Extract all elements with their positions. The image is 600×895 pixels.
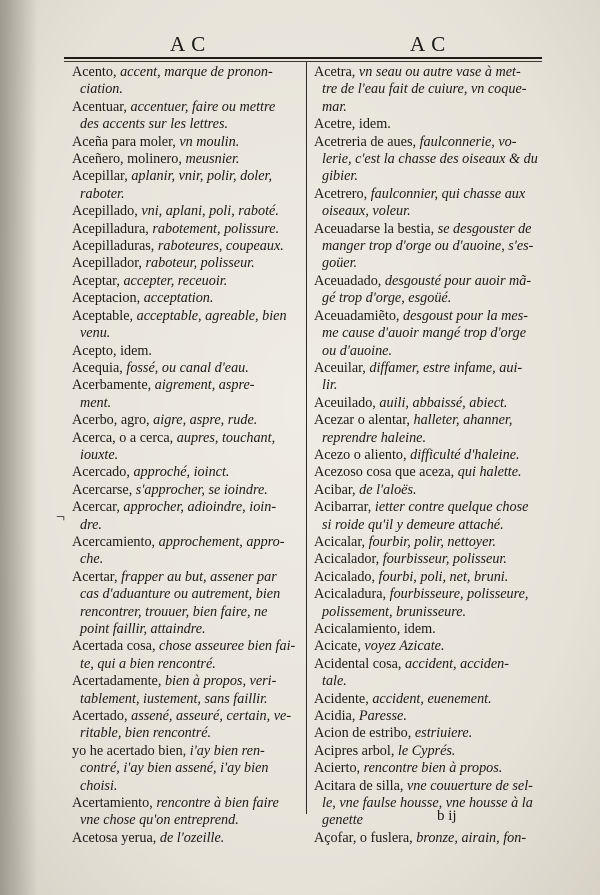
definition: ciation.	[80, 81, 123, 98]
entry-continuation	[314, 81, 546, 98]
dictionary-entry	[72, 464, 304, 481]
headword: Acidente,	[314, 690, 373, 707]
entry-continuation	[72, 621, 304, 638]
definition: difficulté d'haleine.	[410, 446, 520, 463]
entry-headline	[72, 64, 273, 80]
header-rule	[64, 57, 542, 59]
entry-headline	[314, 621, 436, 637]
entry-continuation	[314, 168, 546, 185]
dictionary-entry	[314, 691, 546, 708]
entry-headline	[314, 116, 391, 132]
definition: rencontre à bien faire	[156, 795, 279, 812]
headword: Acitara de silla,	[314, 777, 407, 794]
definition: polissement, brunisseure.	[322, 603, 467, 620]
definition: auili, abbaissé, abiect.	[379, 394, 508, 411]
headword: Acercar,	[72, 499, 124, 516]
definition: approchement, appro-	[158, 533, 285, 550]
definition: desgoust pour la mes-	[403, 307, 528, 324]
definition: Paresse.	[358, 708, 407, 725]
entry-headline	[72, 795, 279, 811]
definition: raboteures, coupeaux.	[157, 238, 284, 255]
dictionary-entry	[314, 499, 546, 534]
entry-headline	[72, 482, 268, 498]
entry-headline	[314, 551, 507, 567]
definition: fourbisseure, polisseure,	[389, 586, 529, 603]
dictionary-entry	[72, 99, 304, 134]
headword: yo he acertado bien,	[72, 742, 190, 759]
entry-continuation	[314, 795, 546, 812]
entry-headline	[314, 830, 526, 846]
definition: approché, ioinct.	[133, 464, 230, 481]
definition: halleter, ahanner,	[413, 412, 513, 429]
running-head-right: A C	[410, 32, 447, 56]
definition: vn moulin.	[179, 133, 240, 150]
entry-headline	[72, 464, 229, 480]
entry-continuation	[72, 551, 304, 568]
dictionary-entry	[72, 151, 304, 168]
headword: Acetre, idem.	[314, 116, 391, 133]
entry-continuation	[72, 656, 304, 673]
definition: manger trop d'orge ou d'auoine, s'es-	[322, 238, 534, 255]
entry-headline	[72, 430, 275, 446]
entry-headline	[72, 708, 291, 724]
definition: tre de l'eau fait de cuiure, vn coque-	[322, 81, 527, 98]
entry-headline	[314, 395, 507, 411]
headword: Acicaladura,	[314, 586, 390, 603]
definition: bronze, airain, fon-	[416, 829, 527, 846]
entry-continuation	[314, 151, 546, 168]
definition: accentuer, faire ou mettre	[130, 98, 276, 115]
dictionary-entry	[72, 203, 304, 220]
entry-headline	[314, 760, 502, 776]
headword: Acepto, idem.	[72, 342, 152, 359]
entry-continuation	[314, 203, 546, 220]
binding-shadow	[0, 0, 38, 895]
headword: Aceptacion,	[72, 290, 144, 307]
headword: Acezoso cosa que aceza,	[314, 464, 458, 481]
dictionary-entry	[72, 534, 304, 569]
entry-headline	[314, 691, 492, 707]
dictionary-entry	[72, 412, 304, 429]
entry-continuation	[314, 430, 546, 447]
definition: tablement, iustement, sans faillir.	[80, 690, 268, 707]
headword: Acicalamiento, idem.	[314, 621, 436, 637]
dictionary-entry	[314, 760, 546, 777]
entry-headline	[314, 64, 521, 80]
headword: Acepillado,	[72, 203, 142, 220]
entry-continuation	[314, 290, 546, 307]
dictionary-entry	[314, 586, 546, 621]
dictionary-entry	[314, 638, 546, 655]
entry-headline	[72, 377, 255, 393]
entry-continuation	[72, 760, 304, 777]
entry-headline	[314, 586, 528, 602]
dictionary-entry	[72, 569, 304, 639]
dictionary-entry	[72, 255, 304, 272]
definition: faulconnier, qui chasse aux	[370, 185, 526, 202]
entry-headline	[314, 360, 522, 376]
headword: Acion de estribo,	[314, 725, 415, 742]
header-rule-thin	[64, 61, 542, 62]
headword: Acetosa yerua,	[72, 829, 160, 846]
definition: accident, acciden-	[405, 655, 509, 672]
definition: voyez Azicate.	[364, 638, 445, 655]
definition: meusnier.	[185, 151, 240, 168]
dictionary-entry	[72, 830, 304, 847]
dictionary-entry	[72, 360, 304, 377]
definition: goüer.	[322, 255, 358, 272]
definition: choisi.	[80, 777, 118, 794]
headword: Aceuadarse la bestia,	[314, 220, 438, 237]
headword: Acidental cosa,	[314, 655, 405, 672]
entry-headline	[72, 360, 249, 376]
entry-headline	[314, 308, 528, 324]
entry-continuation	[314, 238, 546, 255]
headword: Aceuilado,	[314, 394, 380, 411]
dictionary-entry	[314, 395, 546, 412]
definition: tale.	[322, 673, 347, 690]
entry-continuation	[314, 812, 546, 829]
entry-continuation	[72, 586, 304, 603]
definition: s'approcher, se ioindre.	[135, 481, 268, 498]
entry-continuation	[314, 604, 546, 621]
dictionary-entry	[314, 656, 546, 691]
dictionary-entry	[314, 569, 546, 586]
entry-headline	[314, 447, 520, 463]
entry-continuation	[314, 377, 546, 394]
entry-continuation	[72, 81, 304, 98]
entry-headline	[72, 290, 213, 306]
definition: aplanir, vnir, polir, doler,	[131, 168, 273, 185]
definition: si roide qu'il y demeure attaché.	[322, 516, 504, 533]
definition: se desgouster de	[437, 220, 532, 237]
definition: raboteur, polisseur.	[145, 255, 255, 272]
definition: te, qui a bien rencontré.	[80, 655, 216, 672]
entry-headline	[72, 673, 276, 689]
dictionary-entry	[72, 482, 304, 499]
definition: assené, asseuré, certain, ve-	[131, 708, 292, 725]
signature-mark: b ij	[437, 808, 457, 824]
definition: mar.	[322, 98, 347, 115]
entry-headline	[72, 569, 277, 585]
dictionary-entry	[314, 621, 546, 638]
definition: desgousté pour auoir mã-	[384, 272, 532, 289]
dictionary-entry	[314, 447, 546, 464]
entry-headline	[314, 482, 417, 498]
entry-headline	[72, 499, 276, 515]
definition: lir.	[322, 377, 338, 394]
entry-continuation	[314, 99, 546, 116]
entry-headline	[314, 221, 531, 237]
entry-headline	[314, 743, 455, 759]
definition: faulconnerie, vo-	[419, 133, 517, 150]
definition: vni, aplani, poli, raboté.	[141, 203, 279, 220]
dictionary-entry	[314, 830, 546, 847]
dictionary-entry	[72, 290, 304, 307]
definition: venu.	[80, 325, 111, 342]
headword: Acepilladura,	[72, 220, 153, 237]
entry-headline	[314, 464, 522, 480]
entry-headline	[72, 203, 279, 219]
entry-continuation	[72, 116, 304, 133]
definition: acceptable, agreable, bien	[136, 307, 287, 324]
definition: dre.	[80, 516, 102, 533]
dictionary-entry	[72, 273, 304, 290]
dictionary-entry	[72, 673, 304, 708]
definition: le Cyprés.	[397, 742, 456, 759]
dictionary-entry	[72, 134, 304, 151]
definition: contré, i'ay bien assené, i'ay bien	[80, 760, 269, 777]
headword: Acerbamente,	[72, 377, 155, 394]
definition: fourbisseur, polisseur.	[382, 551, 507, 568]
headword: Acetra,	[314, 64, 359, 80]
headword: Acepillar,	[72, 168, 132, 185]
dictionary-entry	[314, 464, 546, 481]
headword: Acertamiento,	[72, 795, 157, 812]
definition: frapper au but, assener par	[121, 568, 277, 585]
definition: chose asseuree bien fai-	[159, 638, 296, 655]
dictionary-entry	[314, 221, 546, 273]
entry-headline	[72, 308, 287, 324]
headword: Acertada cosa,	[72, 638, 160, 655]
definition: aigre, aspre, rude.	[153, 412, 258, 429]
running-head-left: A C	[170, 32, 207, 56]
definition: point faillir, attaindre.	[80, 621, 206, 637]
dictionary-entry	[72, 638, 304, 673]
dictionary-entry	[314, 360, 546, 395]
entry-headline	[314, 708, 407, 724]
entry-continuation	[72, 812, 304, 829]
headword: Aceuadamiẽto,	[314, 307, 404, 324]
headword: Acicalador,	[314, 551, 383, 568]
entry-continuation	[72, 725, 304, 742]
dictionary-entry	[314, 708, 546, 725]
definition: lerie, c'est la chasse des oiseaux & du	[322, 151, 538, 168]
dictionary-entry	[314, 186, 546, 221]
dictionary-entry	[72, 499, 304, 534]
definition: rencontre bien à propos.	[363, 760, 503, 777]
dictionary-entry	[72, 238, 304, 255]
entry-continuation	[72, 517, 304, 534]
headword: Acequia,	[72, 359, 127, 376]
entry-headline	[314, 412, 512, 428]
definition: vne couuerture de sel-	[406, 777, 533, 794]
dictionary-entry	[72, 743, 304, 795]
definition: accepter, receuoir.	[123, 272, 228, 289]
dictionary-entry	[72, 308, 304, 343]
headword: Acezar o alentar,	[314, 412, 414, 429]
dictionary-entry	[314, 64, 546, 116]
entry-headline	[314, 569, 508, 585]
headword: Acibar,	[314, 481, 360, 498]
dictionary-entry	[314, 116, 546, 133]
definition: des accents sur les lettres.	[80, 116, 229, 133]
headword: Acicalado,	[314, 568, 379, 585]
definition: acceptation.	[143, 290, 214, 307]
headword: Acibarrar,	[314, 499, 375, 516]
entry-headline	[72, 151, 239, 167]
headword: Acipres arbol,	[314, 742, 398, 759]
definition: approcher, adioindre, ioin-	[123, 499, 277, 516]
dictionary-entry	[314, 725, 546, 742]
definition: accent, marque de pronon-	[120, 64, 273, 80]
entry-headline	[314, 638, 445, 654]
entry-continuation	[72, 778, 304, 795]
headword: Acidia,	[314, 708, 359, 725]
dictionary-entry	[314, 534, 546, 551]
definition: ritable, bien rencontré.	[80, 725, 212, 742]
dictionary-entry	[314, 778, 546, 830]
dictionary-entry	[72, 64, 304, 99]
dictionary-entry	[72, 708, 304, 743]
dictionary-entry	[314, 412, 546, 447]
dictionary-entry	[314, 482, 546, 499]
headword: Acetrero,	[314, 185, 371, 202]
headword: Acertar,	[72, 568, 122, 585]
entry-continuation	[314, 517, 546, 534]
dictionary-entry	[314, 308, 546, 360]
entry-headline	[72, 273, 227, 289]
headword: Acierto,	[314, 760, 364, 777]
entry-headline	[314, 778, 533, 794]
entry-continuation	[314, 343, 546, 360]
definition: accident, euenement.	[372, 690, 492, 707]
headword: Acicalar,	[314, 533, 369, 550]
entry-headline	[72, 255, 255, 271]
definition: iouxte.	[80, 446, 119, 463]
definition: i'ay bien ren-	[189, 742, 265, 759]
dictionary-entry	[314, 273, 546, 308]
entry-headline	[314, 534, 496, 550]
definition: de l'ozeille.	[159, 829, 225, 846]
dictionary-entry	[72, 430, 304, 465]
definition: aigrement, aspre-	[154, 377, 255, 394]
entry-continuation	[314, 673, 546, 690]
entry-continuation	[72, 186, 304, 203]
definition: fossé, ou canal d'eau.	[126, 359, 249, 376]
headword: Acercamiento,	[72, 533, 159, 550]
headword: Aceuadado,	[314, 272, 385, 289]
dictionary-entry	[72, 343, 304, 360]
headword: Acertadamente,	[72, 673, 165, 690]
entry-continuation	[314, 325, 546, 342]
dictionary-entry	[314, 134, 546, 186]
definition: fourbi, poli, net, bruni.	[378, 568, 509, 585]
headword: Acentuar,	[72, 98, 131, 115]
entry-continuation	[72, 395, 304, 412]
definition: ietter contre quelque chose	[374, 499, 529, 516]
dictionary-entry	[72, 221, 304, 238]
entry-continuation	[72, 325, 304, 342]
entry-headline	[72, 830, 224, 846]
entry-headline	[314, 134, 516, 150]
dictionary-entry	[72, 168, 304, 203]
entry-headline	[72, 638, 295, 654]
headword: Acetreria de aues,	[314, 133, 420, 150]
headword: Aceña para moler,	[72, 133, 180, 150]
headword: Aceuilar,	[314, 359, 370, 376]
headword: Acezo o aliento,	[314, 446, 411, 463]
entry-continuation	[72, 691, 304, 708]
entry-headline	[314, 273, 531, 289]
definition: raboter.	[80, 185, 125, 202]
dictionary-entry	[314, 743, 546, 760]
definition: vne chose qu'on entreprend.	[80, 812, 239, 829]
entry-headline	[314, 186, 525, 202]
headword: Acepillador,	[72, 255, 146, 272]
dictionary-entry	[314, 551, 546, 568]
entry-headline	[314, 499, 528, 515]
definition: reprendre haleine.	[322, 429, 427, 446]
headword: Acerbo, agro,	[72, 412, 154, 429]
definition: bien à propos, veri-	[164, 673, 277, 690]
definition: de l'aloës.	[359, 481, 417, 498]
definition: genette	[322, 812, 363, 829]
definition: fourbir, polir, nettoyer.	[368, 533, 496, 550]
definition: me cause d'auoir mangé trop d'orge	[322, 325, 527, 342]
headword: Aceñero, molinero,	[72, 151, 186, 168]
entry-continuation	[314, 255, 546, 272]
definition: rabotement, polissure.	[152, 220, 280, 237]
entry-headline	[72, 343, 152, 359]
definition: vn seau ou autre vase à met-	[358, 64, 521, 80]
definition: le, vne faulse housse, vne housse à la	[322, 795, 533, 812]
headword: Acercado,	[72, 464, 134, 481]
definition: gé trop d'orge, esgoüé.	[322, 290, 452, 307]
entry-headline	[72, 238, 284, 254]
entry-headline	[314, 725, 472, 741]
headword: Acercarse,	[72, 481, 136, 498]
entry-headline	[72, 221, 279, 237]
column-divider	[306, 62, 307, 814]
headword: Acepilladuras,	[72, 238, 158, 255]
definition: aupres, touchant,	[176, 429, 276, 446]
dictionary-entry	[72, 377, 304, 412]
right-column	[314, 64, 546, 847]
headword: Acertado,	[72, 708, 132, 725]
definition: estriuiere.	[414, 725, 473, 742]
entry-headline	[72, 743, 265, 759]
left-column	[72, 64, 304, 847]
entry-headline	[314, 656, 509, 672]
definition: rencontrer, trouuer, bien faire, ne	[80, 603, 268, 620]
headword: Acento,	[72, 64, 121, 80]
definition: diffamer, estre infame, aui-	[369, 359, 523, 376]
dictionary-entry	[72, 795, 304, 830]
definition: cas d'aduanture ou autrement, bien	[80, 586, 281, 603]
definition: ment.	[80, 394, 112, 411]
entry-headline	[72, 134, 239, 150]
headword: Aceptable,	[72, 307, 137, 324]
definition: oiseaux, voleur.	[322, 203, 411, 220]
entry-headline	[72, 99, 275, 115]
entry-continuation	[72, 447, 304, 464]
entry-headline	[72, 412, 257, 428]
headword: Acerca, o a cerca,	[72, 429, 177, 446]
entry-headline	[72, 168, 272, 184]
entry-headline	[72, 534, 284, 550]
entry-continuation	[72, 604, 304, 621]
definition: gibier.	[322, 168, 358, 185]
headword: Açofar, o fuslera,	[314, 829, 417, 846]
definition: che.	[80, 551, 104, 568]
definition: ou d'auoine.	[322, 342, 393, 359]
margin-mark: ¬	[56, 509, 66, 526]
headword: Acicate,	[314, 638, 365, 655]
definition: qui halette.	[457, 464, 522, 481]
headword: Aceptar,	[72, 272, 124, 289]
